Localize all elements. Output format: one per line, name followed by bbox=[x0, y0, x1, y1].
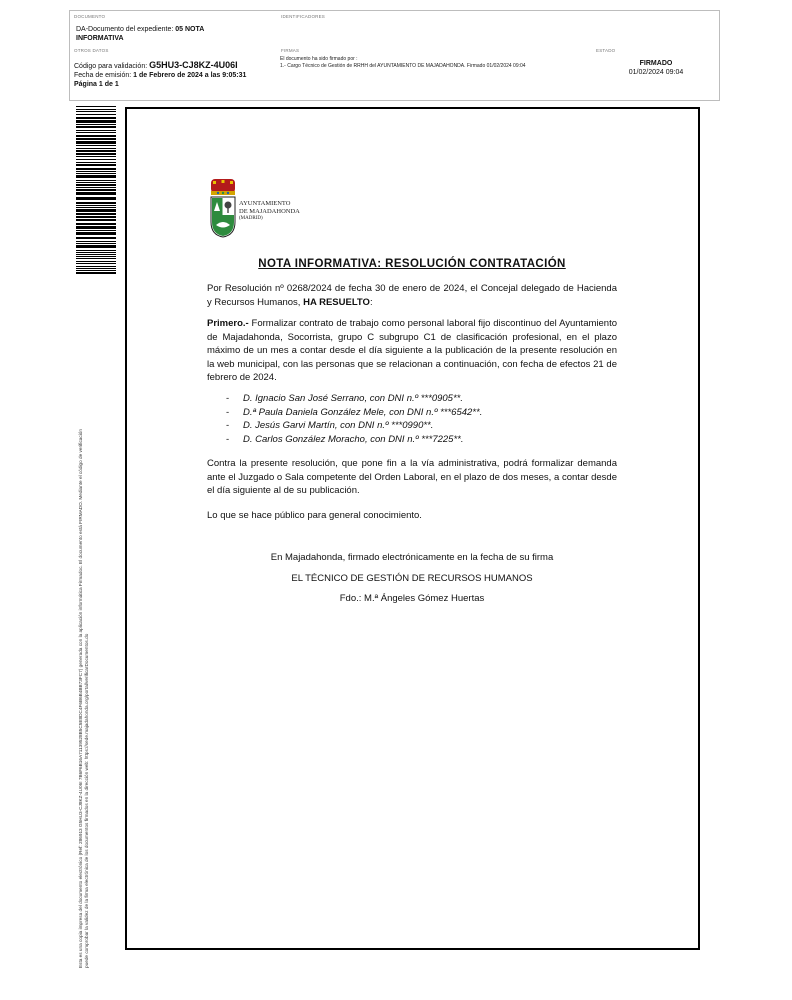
firmas-label: FIRMAS bbox=[281, 48, 300, 53]
verification-side-text bbox=[78, 268, 90, 968]
list-item: - D. Jesús Garvi Martín, con DNI n.º ***0990**. bbox=[226, 420, 434, 431]
fecha-emision bbox=[74, 72, 246, 79]
pagina-value: Página 1 de 1 bbox=[74, 81, 119, 88]
documento-label: DOCUMENTO bbox=[74, 14, 106, 19]
barcode-icon bbox=[76, 106, 116, 274]
side-text-line-1: Esta es una copia impresa del documento electrónico (Ref: 286913 G5HU3-CJ8KZ-4U06I 7B6F6B16A71139528B5C5E8DC4F6B6B4BB73FC7) generada con la aplicación informática Firmadoc. El documento está FIRMADO. Mediante el código de verificación bbox=[78, 428, 83, 968]
signature-position: EL TÉCNICO DE GESTIÓN DE RECURSOS HUMANOS bbox=[291, 573, 533, 584]
public-notice: Lo que se hace público para general conocimiento. bbox=[207, 510, 422, 521]
documento-value bbox=[76, 25, 204, 43]
document-title: NOTA INFORMATIVA: RESOLUCIÓN CONTRATACIÓN bbox=[258, 258, 566, 270]
coat-of-arms-icon bbox=[208, 178, 238, 238]
fecha-value: 1 de Febrero de 2024 a las 9:05:31 bbox=[133, 72, 247, 79]
firmas-line-2: 1.- Cargo Técnico de Gestión de RRHH del AYUNTAMIENTO DE MAJADAHONDA. Firmado 01/02/2024 09:04 bbox=[280, 63, 526, 69]
side-text-line-2: puede comprobar la validez de la firma electrónica de los documentos firmados en la dirección web: https://sede.majadahonda.org/portal/verificarDocumentos.do bbox=[84, 633, 89, 968]
person-name: D.ª Paula Daniela González Mele, con DNI n.º ***6542**. bbox=[243, 406, 483, 418]
documento-name-2: INFORMATIVA bbox=[76, 35, 124, 42]
logo-line-1: AYUNTAMIENTO bbox=[239, 200, 291, 207]
documento-name-1: 05 NOTA bbox=[175, 26, 205, 33]
identificadores-cell bbox=[277, 11, 720, 45]
intro-text: Por Resolución nº 0268/2024 de fecha 30 de enero de 2024, el Concejal delegado de Hacienda y Recursos Humanos, bbox=[207, 283, 617, 308]
otros-datos-cell bbox=[70, 45, 277, 101]
person-name: D. Ignacio San José Serrano, con DNI n.º ***0905**. bbox=[243, 393, 463, 404]
documento-cell bbox=[70, 11, 277, 45]
estado-label: ESTADO bbox=[596, 48, 616, 53]
intro-bold: HA RESUELTO bbox=[303, 296, 370, 308]
estado-status: FIRMADO bbox=[639, 60, 673, 67]
otros-datos-label: OTROS DATOS bbox=[74, 48, 109, 53]
documento-prefix: DA-Documento del expediente: bbox=[76, 26, 176, 33]
resolution-primero bbox=[207, 317, 617, 385]
resolution-intro bbox=[207, 282, 617, 309]
logo-line-2: DE MAJADAHONDA bbox=[239, 207, 300, 215]
list-item: - D. Ignacio San José Serrano, con DNI n.º ***0905**. bbox=[226, 393, 463, 404]
firmas-line-1: El documento ha sido firmado por : bbox=[280, 56, 358, 62]
codigo-value[interactable]: G5HU3-CJ8KZ-4U06I bbox=[149, 60, 238, 70]
person-name: D. Jesús Garvi Martín, con DNI n.º ***0990**. bbox=[243, 420, 434, 431]
signature-place: En Majadahonda, firmado electrónicamente en la fecha de su firma bbox=[270, 552, 554, 563]
primero-label: Primero.- bbox=[207, 318, 249, 329]
persons-list bbox=[226, 392, 616, 446]
estado-cell bbox=[592, 45, 720, 101]
codigo-validacion bbox=[74, 60, 238, 70]
estado-date: 01/02/2024 09:04 bbox=[628, 69, 684, 76]
document-metadata-header bbox=[69, 10, 720, 101]
municipality-name bbox=[239, 200, 300, 223]
list-item: - D.ª Paula Daniela González Mele, con DNI n.º ***6542**. bbox=[226, 406, 483, 418]
signature-name: Fdo.: M.ª Ángeles Gómez Huertas bbox=[339, 593, 485, 604]
pagina-info bbox=[74, 81, 119, 88]
person-name: D. Carlos González Moracho, con DNI n.º ***7225**. bbox=[243, 433, 464, 445]
fecha-prefix: Fecha de emisión: bbox=[74, 72, 134, 79]
primero-text: Formalizar contrato de trabajo como personal laboral fijo discontinuo del Ayuntamiento de Majadahonda, Socorrista, grupo C subgrupo C1 de clasificación profesional, en el plazo máximo de un mes a contar desde el día siguiente a la publicación de la presente resolución en la web municipal, con las personas que se relacionan a continuación, con fecha de efectos 21 de febrero de 2024. bbox=[207, 318, 617, 383]
codigo-prefix: Código para validación: bbox=[74, 63, 150, 70]
appeal-paragraph: Contra la presente resolución, que pone fin a la vía administrativa, podrá formalizar demanda ante el Juzgado o Sala competente del Orden Laboral, en el plazo de dos meses, a contar desde el día siguiente al de su publicación. bbox=[207, 458, 617, 496]
intro-end: : bbox=[369, 296, 373, 308]
firmas-cell bbox=[277, 45, 592, 101]
list-item: - D. Carlos González Moracho, con DNI n.º ***7225**. bbox=[226, 433, 464, 445]
logo-line-3: (MADRID) bbox=[239, 216, 263, 221]
identificadores-label: IDENTIFICADORES bbox=[281, 14, 326, 19]
